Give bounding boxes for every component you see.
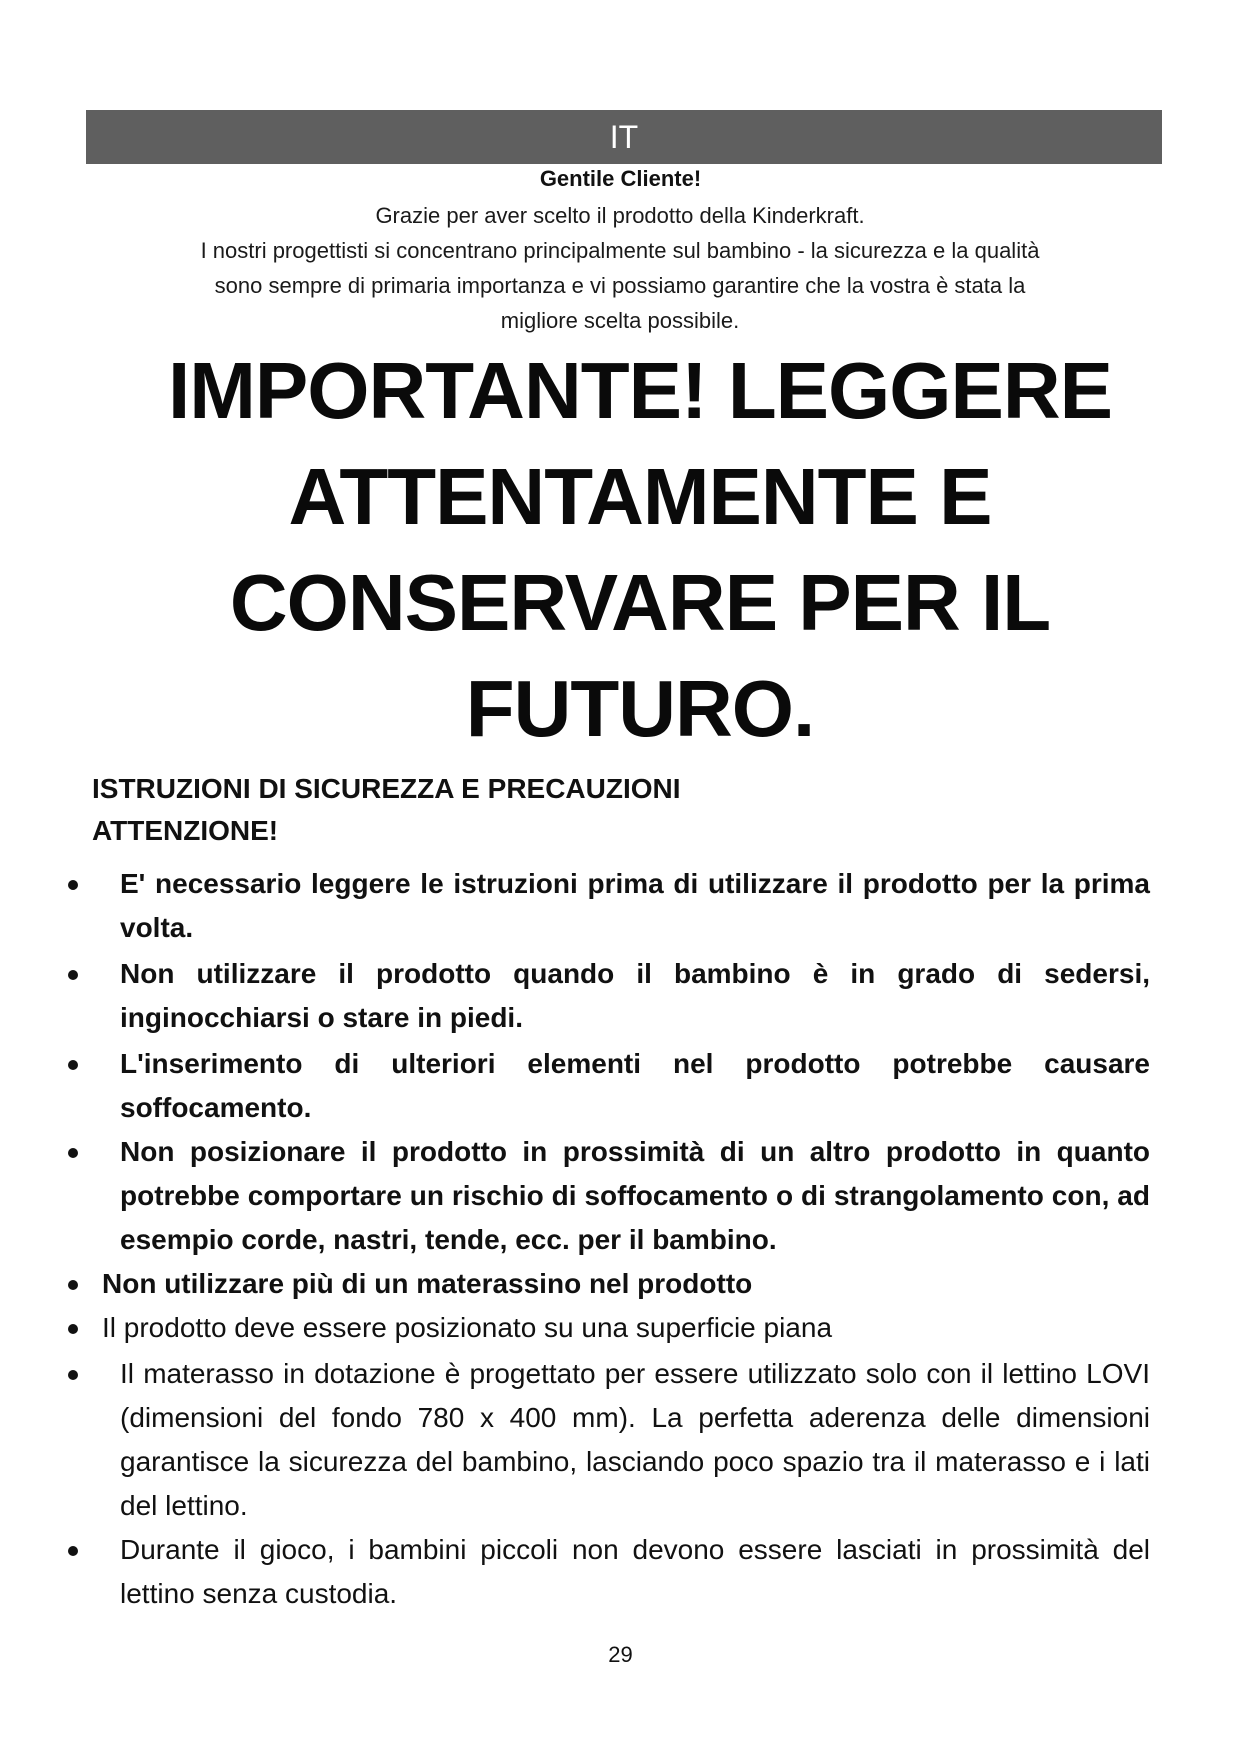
- intro-paragraph: [110, 198, 1130, 338]
- title-line: FUTURO.: [465, 664, 815, 753]
- bullet-dot-icon: [68, 1546, 78, 1556]
- list-item-text: Non utilizzare il prodotto quando il bambino è in grado di sedersi, inginocchiarsi o stare in piedi.: [120, 958, 1150, 1033]
- warning-title: ATTENZIONE!: [92, 815, 279, 846]
- list-item: [60, 1306, 1150, 1350]
- list-item: [60, 862, 1150, 950]
- bullet-dot-icon: [68, 880, 78, 890]
- bullet-dot-icon: [68, 1148, 78, 1158]
- list-item: [60, 1352, 1150, 1528]
- list-item: [60, 952, 1150, 1040]
- list-item-text: Non posizionare il prodotto in prossimità di un altro prodotto in quanto potrebbe comportare un rischio di soffocamento o di strangolamento con, ad esempio corde, nastri, tende, ecc. per il bambino.: [120, 1136, 1150, 1255]
- bullet-dot-icon: [68, 1280, 78, 1290]
- bullet-dot-icon: [68, 1370, 78, 1380]
- list-item: [60, 1130, 1150, 1262]
- intro-line: sono sempre di primaria importanza e vi possiamo garantire che la vostra è stata la: [214, 273, 1026, 298]
- section-title: ISTRUZIONI DI SICUREZZA E PRECAUZIONI: [92, 773, 681, 804]
- bullet-dot-icon: [68, 1324, 78, 1334]
- list-item-text: L'inserimento di ulteriori elementi nel prodotto potrebbe causare soffocamento.: [120, 1048, 1150, 1123]
- list-item: [60, 1042, 1150, 1130]
- bullet-dot-icon: [68, 1060, 78, 1070]
- title-line: CONSERVARE PER IL: [229, 558, 1051, 647]
- title-line: IMPORTANTE! LEGGERE: [168, 346, 1112, 435]
- intro-line: Grazie per aver scelto il prodotto della Kinderkraft.: [375, 203, 865, 228]
- language-code: IT: [609, 119, 639, 155]
- list-item-text: Il prodotto deve essere posizionato su una superficie piana: [102, 1312, 833, 1343]
- page-number: 29: [608, 1642, 633, 1667]
- list-item: [60, 1262, 1150, 1306]
- list-item: [60, 1528, 1150, 1616]
- list-item-text: Durante il gioco, i bambini piccoli non devono essere lasciati in prossimità del lettino senza custodia.: [120, 1534, 1150, 1609]
- title-line: ATTENTAMENTE E: [288, 452, 992, 541]
- intro-line: I nostri progettisti si concentrano principalmente sul bambino - la sicurezza e la qualità: [200, 238, 1040, 263]
- list-item-text: Non utilizzare più di un materassino nel prodotto: [102, 1268, 753, 1299]
- safety-bullet-list: [60, 862, 1170, 1616]
- intro-line: migliore scelta possibile.: [500, 308, 740, 333]
- greeting: Gentile Cliente!: [539, 166, 702, 191]
- important-title: [120, 338, 1160, 762]
- list-item-text: Il materasso in dotazione è progettato per essere utilizzato solo con il lettino LOVI (dimensioni del fondo 780 x 400 mm). La perfetta aderenza delle dimensioni garantisce la sicurezza del bambino, lasciando poco spazio tra il materasso e i lati del lettino.: [120, 1358, 1150, 1521]
- bullet-dot-icon: [68, 970, 78, 980]
- list-item-text: E' necessario leggere le istruzioni prima di utilizzare il prodotto per la prima volta.: [120, 868, 1150, 943]
- language-header-bar: [86, 110, 1162, 164]
